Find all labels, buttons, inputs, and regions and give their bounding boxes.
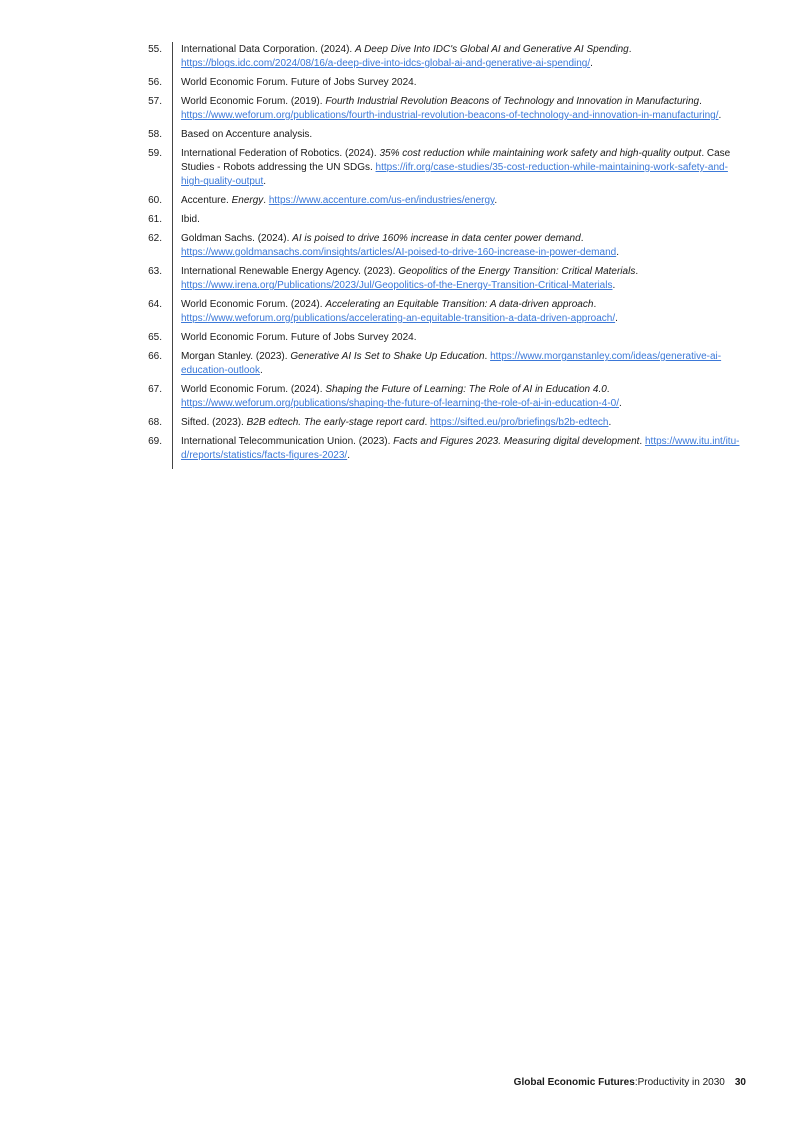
reference-divider [172,94,173,129]
reference-number: 66. [148,351,162,362]
reference-link[interactable]: https://www.weforum.org/publications/fourth-industrial-revolution-beacons-of-technology-and-innovation-in-manufacturing/ [181,110,719,121]
reference-divider [172,146,173,195]
reference-end: . [612,280,616,291]
reference-item [140,147,745,189]
reference-text [181,43,745,71]
reference-number: 57. [148,96,162,107]
reference-divider [172,264,173,299]
reference-title: Energy [231,195,264,206]
reference-text [181,265,745,293]
reference-source: International Renewable Energy Agency. (2023). [181,266,399,277]
reference-number: 55. [148,44,162,55]
reference-divider [172,127,173,148]
reference-link[interactable]: https://ifr.org/case-studies/35-cost-reduction-while-maintaining-work-safety-and-high-quality-output [181,162,728,187]
reference-end: . [616,247,619,258]
reference-end: . [718,110,722,121]
reference-link[interactable]: https://www.weforum.org/publications/accelerating-an-equitable-transition-a-data-driven-approach/ [181,313,616,324]
reference-end: . [259,365,263,376]
reference-item [140,350,745,378]
reference-text [181,147,745,189]
reference-divider [172,193,173,214]
reference-title: Facts and Figures 2023. Measuring digital development [393,436,640,447]
reference-divider [172,42,173,77]
reference-number: 65. [148,332,162,343]
reference-detail: . [635,266,639,277]
reference-item [140,383,745,411]
reference-text [181,128,745,142]
reference-text [181,213,745,227]
reference-item [140,232,745,260]
reference-end: . [619,398,622,409]
reference-detail: . [628,44,632,55]
reference-detail: . Case Studies - Robots addressing the UN SDGs. [181,148,731,173]
reference-source: International Telecommunication Union. (2023). [181,436,394,447]
reference-detail: . [580,233,584,244]
reference-item [140,265,745,293]
reference-link[interactable]: https://www.weforum.org/publications/shaping-the-future-of-learning-the-role-of-ai-in-education-4-0/ [181,398,619,409]
reference-item [140,435,745,463]
reference-detail: . [263,195,269,206]
reference-title: A Deep Dive Into IDC's Global AI and Generative AI Spending [355,44,629,55]
reference-number: 69. [148,436,162,447]
reference-item [140,128,745,142]
reference-item [140,76,745,90]
reference-number: 63. [148,266,162,277]
reference-title: B2B edtech. The early-stage report card [246,417,425,428]
reference-link[interactable]: https://www.irena.org/Publications/2023/Jul/Geopolitics-of-the-Energy-Transition-Critical-Materials [181,280,613,291]
reference-link[interactable]: https://www.itu.int/itu-d/reports/statistics/facts-figures-2023/ [181,436,740,461]
reference-link[interactable]: https://www.goldmansachs.com/insights/articles/AI-poised-to-drive-160-increase-in-power-demand [181,247,617,258]
reference-end: . [347,450,350,461]
reference-title: AI is poised to drive 160% increase in data center power demand [292,233,581,244]
reference-text [181,298,745,326]
reference-number: 60. [148,195,162,206]
reference-source: Goldman Sachs. (2024). [181,233,293,244]
reference-text [181,232,745,260]
footer-report-title: Global Economic Futures [513,1077,635,1088]
reference-source: International Federation of Robotics. (2024). [181,148,380,159]
reference-text [181,383,745,411]
reference-divider [172,297,173,332]
reference-list [140,43,745,468]
reference-item [140,416,745,430]
reference-text [181,95,745,123]
reference-source: World Economic Forum. (2024). [181,299,326,310]
reference-link[interactable]: https://blogs.idc.com/2024/08/16/a-deep-dive-into-idcs-global-ai-and-generative-ai-spending/ [181,58,591,69]
reference-title: Accelerating an Equitable Transition: A data-driven approach [325,299,594,310]
reference-detail: . [593,299,597,310]
reference-source: Ibid. [181,214,200,225]
reference-title: 35% cost reduction while maintaining work safety and high-quality output [379,148,702,159]
reference-text [181,331,745,345]
reference-detail: . [699,96,702,107]
reference-number: 58. [148,129,162,140]
reference-number: 61. [148,214,162,225]
reference-source: Accenture. [181,195,232,206]
page-number: 30 [734,1077,746,1088]
reference-link[interactable]: https://www.morganstanley.com/ideas/generative-ai-education-outlook [181,351,722,376]
reference-number: 67. [148,384,162,395]
reference-end: . [263,176,267,187]
reference-number: 59. [148,148,162,159]
reference-text [181,416,745,430]
reference-divider [172,349,173,384]
reference-end: . [615,313,618,324]
reference-item [140,194,745,208]
reference-title: Shaping the Future of Learning: The Role of AI in Education 4.0 [325,384,607,395]
reference-divider [172,330,173,351]
reference-divider [172,382,173,417]
reference-source: World Economic Forum. Future of Jobs Survey 2024. [181,77,417,88]
reference-item [140,95,745,123]
reference-detail: . [484,351,491,362]
reference-source: World Economic Forum. Future of Jobs Survey 2024. [181,332,417,343]
reference-source: Sifted. (2023). [181,417,247,428]
reference-divider [172,434,173,469]
reference-number: 68. [148,417,162,428]
reference-title: Generative AI Is Set to Shake Up Education [290,351,485,362]
footer-separator: : [634,1077,638,1088]
reference-number: 64. [148,299,162,310]
reference-detail: . [606,384,610,395]
reference-end: . [494,195,498,206]
reference-title: Geopolitics of the Energy Transition: Critical Materials [398,266,636,277]
reference-title: Fourth Industrial Revolution Beacons of Technology and Innovation in Manufacturing [325,96,700,107]
reference-number: 56. [148,77,162,88]
reference-divider [172,231,173,266]
reference-source: Based on Accenture analysis. [181,129,313,140]
reference-link[interactable]: https://sifted.eu/pro/briefings/b2b-edtech [430,417,609,428]
reference-divider [172,75,173,96]
reference-divider [172,415,173,436]
reference-item [140,213,745,227]
reference-number: 62. [148,233,162,244]
reference-detail: . [639,436,645,447]
reference-end: . [608,417,612,428]
reference-text [181,350,745,378]
reference-link[interactable]: https://www.accenture.com/us-en/industries/energy [268,195,495,206]
reference-divider [172,212,173,233]
reference-item [140,43,745,71]
reference-source: World Economic Forum. (2019). [181,96,326,107]
reference-text [181,435,745,463]
reference-text [181,194,745,208]
reference-source: Morgan Stanley. (2023). [181,351,291,362]
reference-end: . [590,58,593,69]
reference-text [181,76,745,90]
page-footer [514,1076,746,1090]
reference-detail: . [424,417,431,428]
reference-item [140,331,745,345]
reference-item [140,298,745,326]
footer-subtitle: Productivity in 2030 [637,1077,725,1088]
reference-source: International Data Corporation. (2024). [181,44,355,55]
reference-source: World Economic Forum. (2024). [181,384,326,395]
